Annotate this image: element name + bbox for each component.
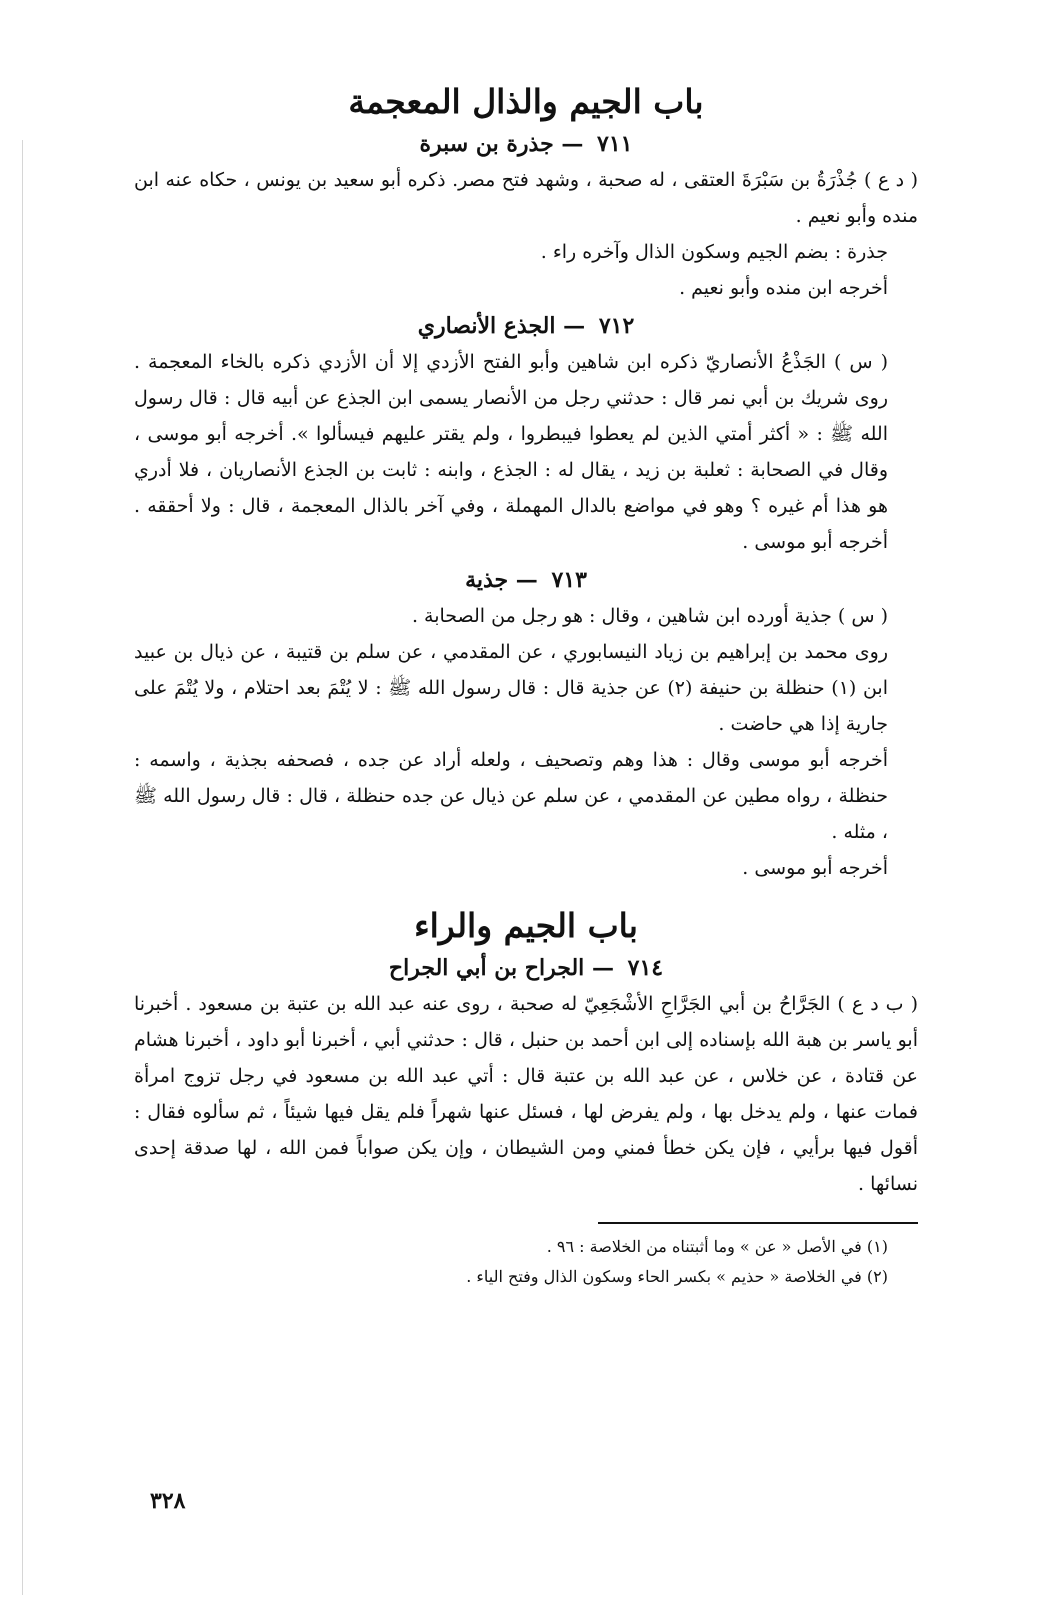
entry-name: — الجراح بن أبي الجراح xyxy=(388,955,614,981)
entry-number: ٧١٣ xyxy=(551,567,587,593)
entry-713-paragraph-4: أخرجه أبو موسى . xyxy=(742,857,888,879)
entry-number: ٧١١ xyxy=(597,131,633,157)
entry-name: — جذية xyxy=(465,567,538,593)
footnote-1: (١) في الأصل « عن » وما أثبتناه من الخلاصة : ٩٦ . xyxy=(546,1237,888,1256)
chapter-heading-jim-ra: باب الجيم والراء xyxy=(414,906,638,945)
footnote-divider xyxy=(598,1222,918,1224)
entry-712-paragraph-1: ( س ) الجَذْعُ الأنصاريّ ذكره ابن شاهين وأبو الفتح الأزدي إلا أن الأزدي ذكره بالخاء المعجمة . روى شريك بن أبي نمر قال : حدثني رجل من الأنصار يسمى ابن الجذع عن أبيه قال : قال رسول الله ﷺ : « أكثر أمتي الذين لم يعطوا فيبطروا ، ولم يقتر عليهم فيسألوا ». أخرجه أبو موسى ، وقال في الصحابة : ثعلبة بن زيد ، يقال له : الجذع ، وابنه : ثابت بن الجذع الأنصاريان ، فلا أدري هو هذا أم غيره ؟ وهو في مواضع بالدال المهملة ، وفي آخر بالذال المعجمة ، قال : ولا أحققه . أخرجه أبو موسى . xyxy=(134,351,888,553)
footnote-2: (٢) في الخلاصة « حذيم » بكسر الحاء وسكون الذال وفتح الياء . xyxy=(466,1267,888,1286)
entry-name: — الجذع الأنصاري xyxy=(417,313,586,339)
entry-711-paragraph-2: جذرة : بضم الجيم وسكون الذال وآخره راء . xyxy=(540,241,888,263)
entry-number: ٧١٢ xyxy=(598,313,635,339)
entry-714-title xyxy=(134,952,918,984)
page-edge-line xyxy=(22,140,23,1595)
book-page xyxy=(0,80,1054,1609)
entry-number: ٧١٤ xyxy=(627,955,664,981)
entry-711-title xyxy=(134,128,918,160)
entry-714-paragraph-1: ( ب د ع ) الجَرَّاحُ بن أبي الجَرَّاحِ الأشْجَعِيّ له صحبة ، روى عنه عبد الله بن عتبة بن مسعود . أخبرنا أبو ياسر بن هبة الله بإسناده إلى ابن أحمد بن حنبل ، قال : حدثني أبي ، أخبرنا أبو داود ، أخبرنا هشام عن قتادة ، عن خلاس ، عن عبد الله بن عتبة قال : أتي عبد الله بن مسعود في رجل تزوج امرأة فمات عنها ، ولم يدخل بها ، ولم يفرض لها ، فسئل عنها شهراً فلم يقل فيها شيئاً ، ثم سألوه فقال : أقول فيها برأيي ، فإن يكن خطأ فمني ومن الشيطان ، وإن يكن صواباً فمن الله ، لها صدقة إحدى نسائها . xyxy=(134,993,918,1195)
entry-713-paragraph-1: ( س ) جذية أورده ابن شاهين ، وقال : هو رجل من الصحابة . xyxy=(411,605,888,627)
entry-713-title xyxy=(134,564,918,596)
entry-713-paragraph-3: أخرجه أبو موسى وقال : هذا وهم وتصحيف ، ولعله أراد عن جده ، فصحفه بجذية ، واسمه : حنظلة ، رواه مطين عن المقدمي ، عن سلم عن ذيال عن جده حنظلة ، قال : قال رسول الله ﷺ ، مثله . xyxy=(134,749,888,843)
entry-712-title xyxy=(134,310,918,342)
entry-713-paragraph-2: روى محمد بن إبراهيم بن زياد النيسابوري ، عن المقدمي ، عن سلم بن قتيبة ، عن ذيال بن عبيد ابن (١) حنظلة بن حنيفة (٢) عن جذية قال : قال رسول الله ﷺ : لا يُتْمَ بعد احتلام ، ولا يُتْمَ على جارية إذا هي حاضت . xyxy=(134,641,888,735)
entry-711-paragraph-1: ( د ع ) جُذْرَةُ بن سَبْرَةَ العتقى ، له صحبة ، وشهد فتح مصر. ذكره أبو سعيد بن يونس ، حكاه عنه ابن منده وأبو نعيم . xyxy=(134,169,918,227)
entry-name: — جذرة بن سبرة xyxy=(419,131,584,157)
entry-711-paragraph-3: أخرجه ابن منده وأبو نعيم . xyxy=(679,277,888,299)
chapter-heading-jim-dhal: باب الجيم والذال المعجمة xyxy=(348,82,704,121)
page-number: ٣٢٨ xyxy=(150,1488,186,1514)
